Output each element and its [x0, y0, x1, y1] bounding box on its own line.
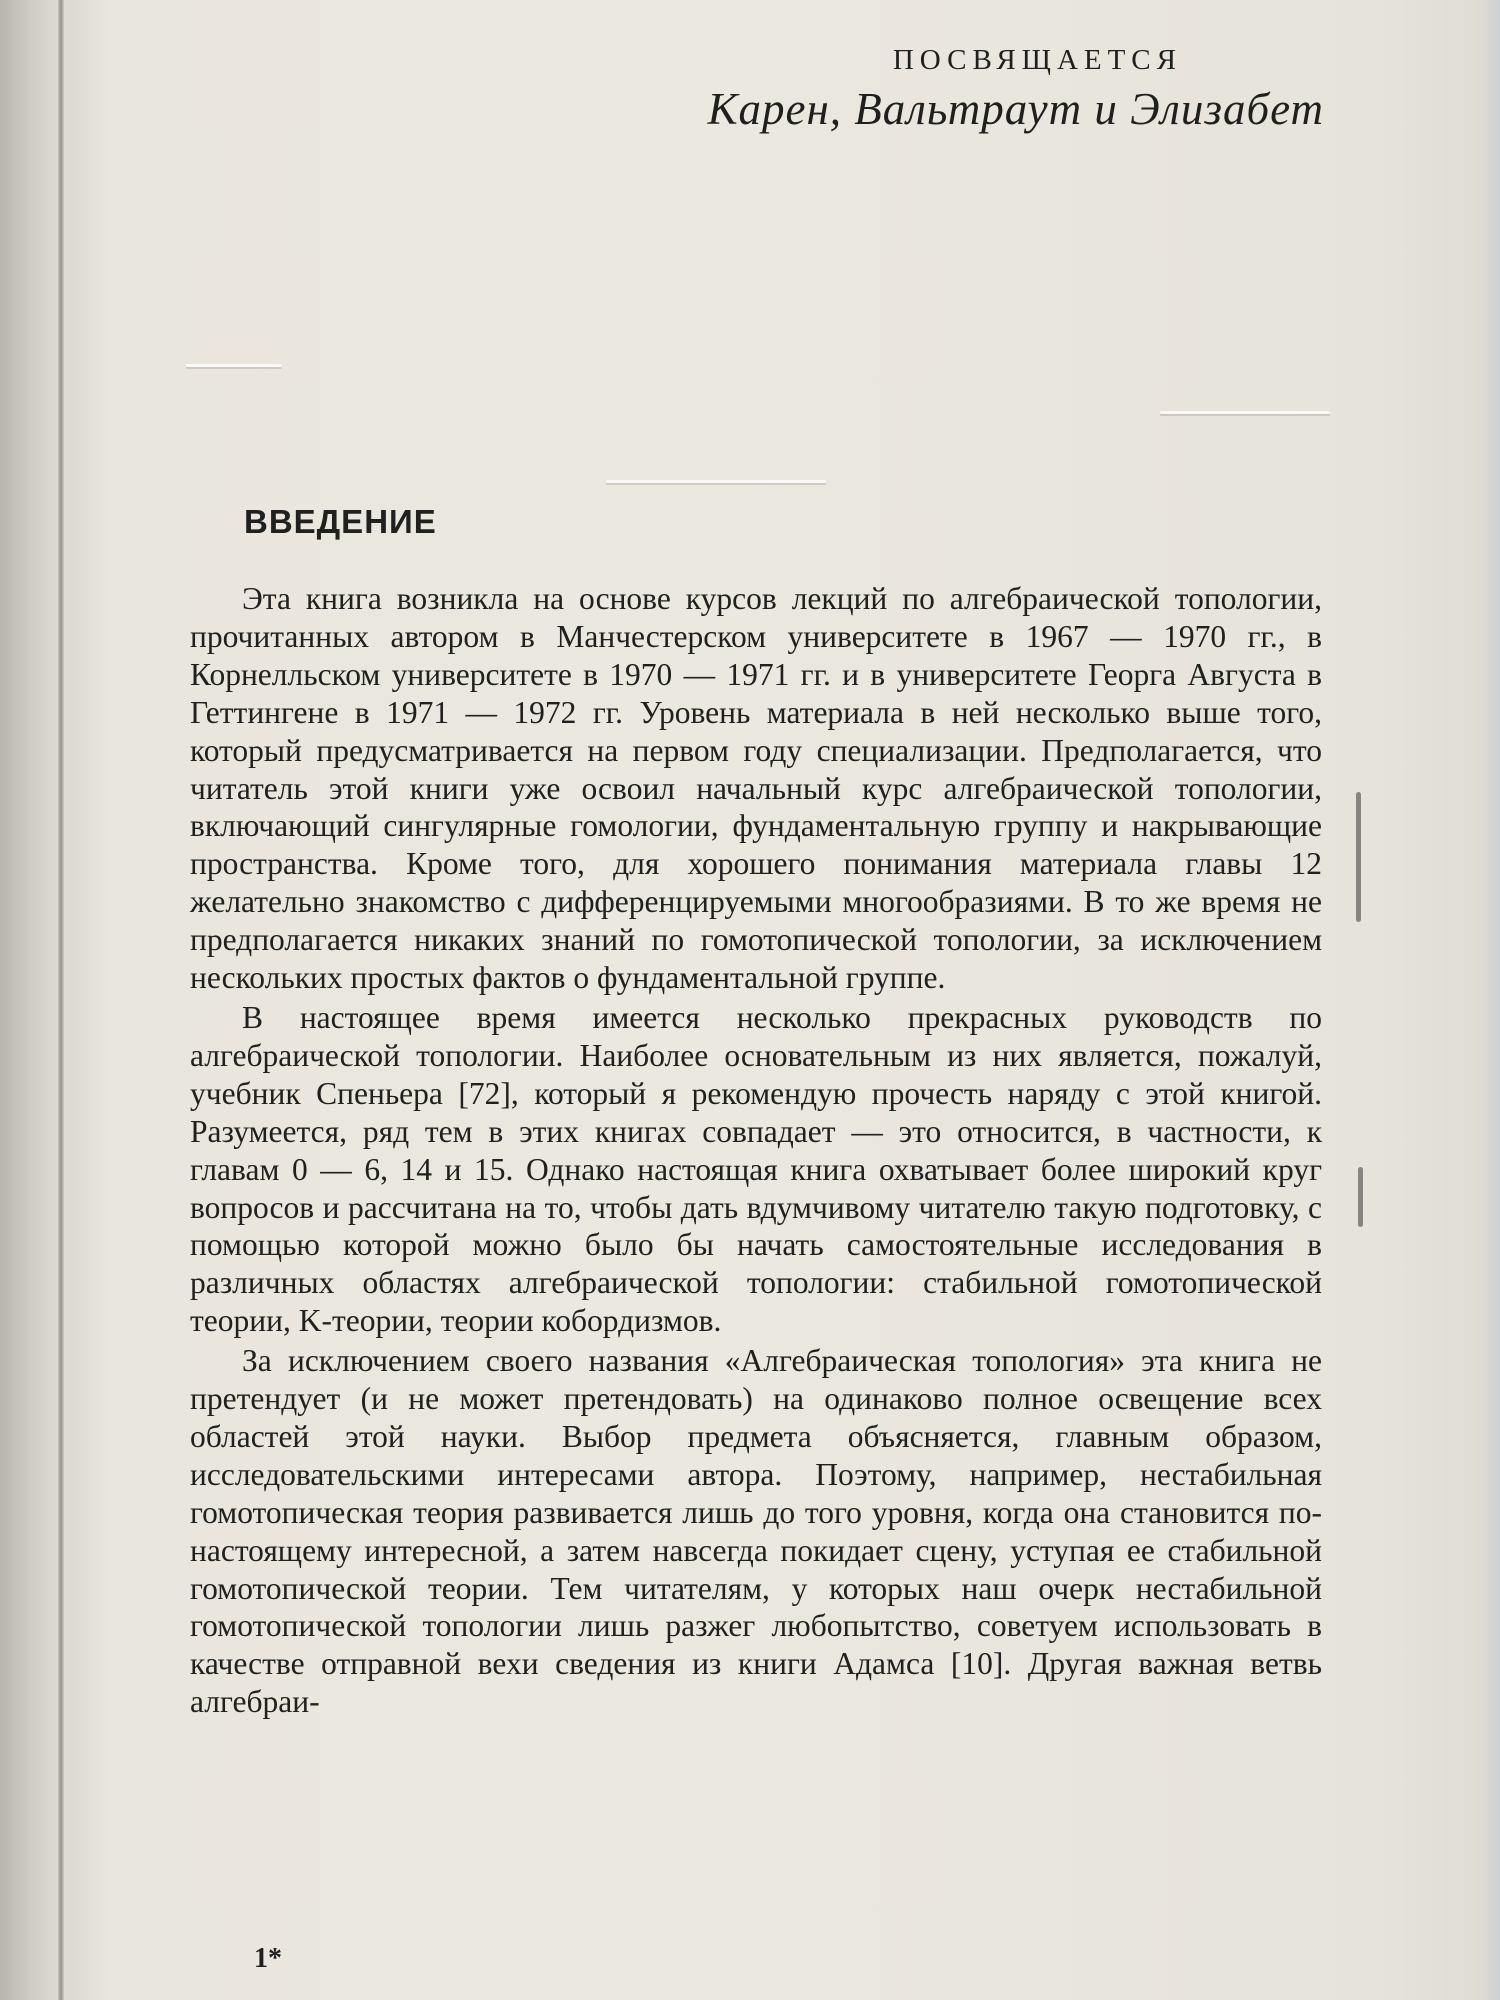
dedication-names: Карен, Вальтраут и Элизабет: [707, 84, 1324, 134]
paper-crease: [606, 480, 826, 483]
introduction-section: [190, 502, 1322, 1723]
dedication-label: ПОСВЯЩАЕТСЯ: [892, 44, 1182, 76]
paragraph: За исключением своего названия «Алгебраическая топология» эта книга не претендует (и не может претендовать) на одинаково полное освещение всех областей этой науки. Выбор предмета объясняется, главным образом, исследовательскими интересами автора. Поэтому, например, нестабильная гомотопическая теория развивается лишь до того уровня, когда она становится по-настоящему интересной, а затем навсегда покидает сцену, уступая ее стабильной гомотопической теории. Тем читателям, у которых наш очерк нестабильной гомотопической топологии лишь разжег любопытство, советуем использовать в качестве отправной вехи сведения из книги Адамса [10]. Другая важная ветвь алгебраи-: [190, 1343, 1322, 1720]
dedication: [708, 44, 1324, 135]
book-binding-shadow: [58, 0, 64, 2000]
section-heading: ВВЕДЕНИЕ: [244, 503, 437, 540]
paragraph: В настоящее время имеется несколько прекрасных руководств по алгебраической топологии. Наиболее основательным из них является, пожалуй, учебник Спеньера [72], который я рекомендую прочесть наряду с этой книгой. Разумеется, ряд тем в этих книгах совпадает — это относится, в частности, к главам 0 — 6, 14 и 15. Однако настоящая книга охватывает более широкий круг вопросов и рассчитана на то, чтобы дать вдумчивому читателю такую подготовку, с помощью которой можно было бы начать самостоятельные исследования в различных областях алгебраической топологии: стабильной гомотопической теории, K-теории, теории кобордизмов.: [190, 999, 1322, 1339]
paragraph: Эта книга возникла на основе курсов лекций по алгебраической топологии, прочитанных автором в Манчестерском университете в 1967 — 1970 гг., в Корнелльском университете в 1970 — 1971 гг. и в университете Георга Августа в Геттингене в 1971 — 1972 гг. Уровень материала в ней несколько выше того, который предусматривается на первом году специализации. Предполагается, что читатель этой книги уже освоил начальный курс алгебраической топологии, включающий сингулярные гомологии, фундаментальную группу и накрывающие пространства. Кроме того, для хорошего понимания материала главы 12 желательно знакомство с дифференцируемыми многообразиями. В то же время не предполагается никаких знаний по гомотопической топологии, за исключением нескольких простых фактов о фундаментальной группе.: [190, 581, 1322, 996]
page-number: 1*: [254, 1943, 282, 1974]
margin-pencil-mark: [1356, 792, 1361, 922]
paper-crease: [186, 364, 282, 367]
paper-crease: [1160, 411, 1330, 414]
margin-pencil-mark: [1358, 1167, 1363, 1227]
next-page-edge: [1480, 0, 1500, 2000]
